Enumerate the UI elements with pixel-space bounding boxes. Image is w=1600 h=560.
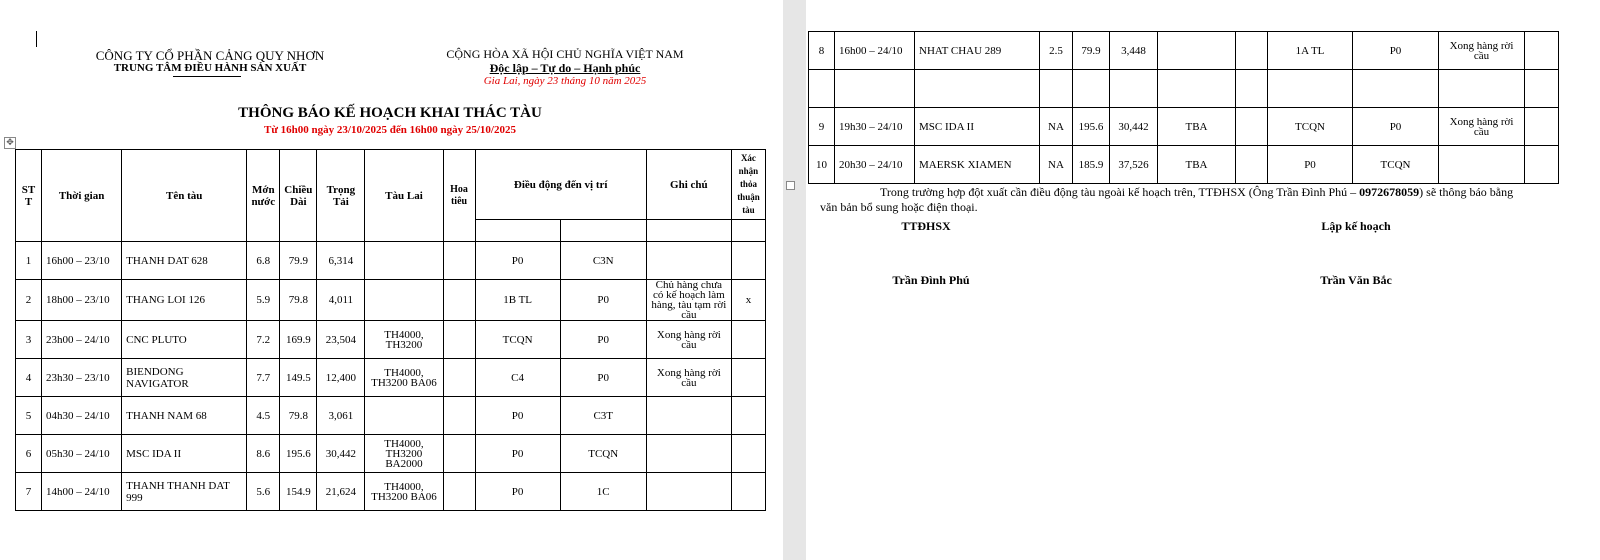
text-cursor	[36, 31, 37, 47]
cell-tug	[1158, 32, 1236, 70]
cell-note	[1439, 70, 1525, 108]
table-move-handle-icon[interactable]: ✥	[4, 137, 16, 149]
cell-ship: MAERSK XIAMEN	[915, 146, 1040, 184]
cell-draft	[1040, 70, 1073, 108]
cell-pilot	[443, 359, 475, 397]
cell-tug: TH4000, TH3200	[365, 321, 443, 359]
header-tonnage: Trọng Tải	[317, 150, 365, 242]
schedule-table-continued	[808, 31, 1559, 184]
cell-to: P0	[1353, 32, 1439, 70]
cell-tug	[365, 242, 443, 280]
cell-tug	[365, 397, 443, 435]
cell-pilot	[1236, 108, 1268, 146]
cell-note: Xong hàng rời cầu	[646, 359, 731, 397]
cell-from: 1A TL	[1268, 32, 1353, 70]
cell-note	[646, 435, 731, 473]
cell-confirm	[1525, 108, 1559, 146]
cell-tonnage: 4,011	[317, 280, 365, 321]
cell-time: 18h00 – 23/10	[42, 280, 122, 321]
cell-time	[835, 70, 915, 108]
cell-pilot	[443, 321, 475, 359]
subheader-to	[560, 220, 646, 242]
cell-pilot	[443, 280, 475, 321]
cell-pilot	[1236, 70, 1268, 108]
cell-note: Chủ hàng chưa có kế hoạch làm hàng, tàu tạm rời cầu	[646, 280, 731, 321]
table-row	[16, 321, 766, 359]
cell-ship: BIENDONG NAVIGATOR	[122, 359, 247, 397]
cell-ship	[915, 70, 1040, 108]
header-confirm: Xác nhận thỏa thuận tàu	[731, 150, 765, 220]
signer-left-name: Trần Đình Phú	[892, 273, 970, 287]
cell-length: 79.9	[1073, 32, 1110, 70]
cell-length: 195.6	[1073, 108, 1110, 146]
company-name: CÔNG TY CỔ PHẦN CẢNG QUY NHƠN	[95, 48, 325, 63]
cell-from: TCQN	[1268, 108, 1353, 146]
cell-length: 169.9	[280, 321, 317, 359]
cell-draft: 4.5	[247, 397, 280, 435]
cell-tug	[365, 280, 443, 321]
cell-from: P0	[475, 397, 560, 435]
cell-to: 1C	[560, 473, 646, 511]
cell-tonnage: 6,314	[317, 242, 365, 280]
cell-stt: 7	[16, 473, 42, 511]
cell-confirm	[731, 321, 765, 359]
cell-draft: 8.6	[247, 435, 280, 473]
cell-tonnage: 30,442	[1110, 108, 1158, 146]
cell-to: C3T	[560, 397, 646, 435]
cell-note: Xong hàng rời cầu	[646, 321, 731, 359]
cell-confirm	[1525, 32, 1559, 70]
cell-time: 23h30 – 23/10	[42, 359, 122, 397]
footer-note-line-2: văn bản bổ sung hoặc điện thoại.	[820, 200, 978, 214]
cell-confirm	[731, 242, 765, 280]
table-header-row	[16, 150, 766, 220]
subheader-note	[646, 220, 731, 242]
cell-stt: 1	[16, 242, 42, 280]
cell-ship: MSC IDA II	[122, 435, 247, 473]
cell-stt: 8	[809, 32, 835, 70]
cell-draft: 2.5	[1040, 32, 1073, 70]
signer-right-role: Lập kế hoạch	[1321, 219, 1391, 233]
motto: Độc lập – Tự do – Hạnh phúc	[489, 61, 641, 75]
header-ship: Tên tàu	[122, 150, 247, 242]
cell-ship: THANH THANH DAT 999	[122, 473, 247, 511]
cell-to: P0	[1353, 108, 1439, 146]
cell-time: 23h00 – 24/10	[42, 321, 122, 359]
cell-draft: NA	[1040, 108, 1073, 146]
cell-stt: 3	[16, 321, 42, 359]
cell-confirm	[731, 359, 765, 397]
cell-tonnage: 3,061	[317, 397, 365, 435]
cell-to: P0	[560, 359, 646, 397]
cell-ship: THANH DAT 628	[122, 242, 247, 280]
cell-from: P0	[475, 473, 560, 511]
cell-note	[646, 242, 731, 280]
cell-time: 16h00 – 23/10	[42, 242, 122, 280]
cell-tug: TBA	[1158, 146, 1236, 184]
cell-ship: CNC PLUTO	[122, 321, 247, 359]
cell-length: 154.9	[280, 473, 317, 511]
cell-ship: THANH NAM 68	[122, 397, 247, 435]
cell-note	[1439, 146, 1525, 184]
cell-pilot	[443, 435, 475, 473]
cell-tonnage: 21,624	[317, 473, 365, 511]
cell-ship: THANG LOI 126	[122, 280, 247, 321]
cell-confirm	[731, 473, 765, 511]
department-underline	[173, 76, 241, 77]
cell-draft: NA	[1040, 146, 1073, 184]
cell-stt: 6	[16, 435, 42, 473]
cell-from: P0	[1268, 146, 1353, 184]
header-time: Thời gian	[42, 150, 122, 242]
cell-length: 79.8	[280, 280, 317, 321]
signer-right-name: Trần Văn Bắc	[1320, 273, 1392, 287]
cell-draft: 7.2	[247, 321, 280, 359]
cell-confirm	[731, 435, 765, 473]
cell-draft: 5.9	[247, 280, 280, 321]
cell-stt: 2	[16, 280, 42, 321]
cell-pilot	[443, 397, 475, 435]
cell-to: P0	[560, 321, 646, 359]
place-date: Gia Lai, ngày 23 tháng 10 năm 2025	[483, 75, 647, 87]
cell-time: 14h00 – 24/10	[42, 473, 122, 511]
cell-stt: 4	[16, 359, 42, 397]
cell-note	[646, 473, 731, 511]
cell-stt: 5	[16, 397, 42, 435]
cell-confirm	[731, 397, 765, 435]
cell-from: TCQN	[475, 321, 560, 359]
cell-tonnage: 37,526	[1110, 146, 1158, 184]
table-row	[809, 32, 1559, 70]
contact-phone: 0972678059	[1359, 185, 1420, 199]
cell-tonnage: 3,448	[1110, 32, 1158, 70]
cell-confirm: x	[731, 280, 765, 321]
header-movement: Điều động đến vị trí	[475, 150, 646, 220]
nation-title: CỘNG HÒA XÃ HỘI CHỦ NGHĨA VIỆT NAM	[446, 47, 684, 61]
page-corner-marker	[786, 181, 795, 190]
cell-length: 79.9	[280, 242, 317, 280]
cell-pilot	[1236, 146, 1268, 184]
cell-tonnage: 23,504	[317, 321, 365, 359]
cell-tonnage: 30,442	[317, 435, 365, 473]
cell-to: C3N	[560, 242, 646, 280]
table-row	[16, 397, 766, 435]
cell-length: 149.5	[280, 359, 317, 397]
cell-tug: TBA	[1158, 108, 1236, 146]
cell-note: Xong hàng rời cầu	[1439, 32, 1525, 70]
document-page-1	[0, 0, 783, 560]
cell-pilot	[443, 242, 475, 280]
cell-tonnage: 12,400	[317, 359, 365, 397]
header-length: Chiều Dài	[280, 150, 317, 242]
footer-note-line-1: Trong trường hợp đột xuất cần điều động tàu ngoài kế hoạch trên, TTĐHSX (Ông Trần Đình Phú – 0972678059) sẽ thông báo bằng	[880, 185, 1514, 199]
cell-stt: 10	[809, 146, 835, 184]
header-draft: Mớn nước	[247, 150, 280, 242]
cell-note	[646, 397, 731, 435]
cell-draft: 6.8	[247, 242, 280, 280]
signer-left-role: TTĐHSX	[901, 219, 951, 233]
cell-confirm	[1525, 146, 1559, 184]
cell-time: 16h00 – 24/10	[835, 32, 915, 70]
cell-to: TCQN	[560, 435, 646, 473]
cell-confirm	[1525, 70, 1559, 108]
table-row	[16, 359, 766, 397]
cell-from: P0	[475, 242, 560, 280]
document-title: THÔNG BÁO KẾ HOẠCH KHAI THÁC TÀU	[238, 105, 542, 121]
subheader-from	[475, 220, 560, 242]
cell-pilot	[1236, 32, 1268, 70]
cell-length: 185.9	[1073, 146, 1110, 184]
cell-tonnage	[1110, 70, 1158, 108]
cell-draft: 5.6	[247, 473, 280, 511]
cell-time: 20h30 – 24/10	[835, 146, 915, 184]
cell-tug: TH4000, TH3200 BA06	[365, 473, 443, 511]
cell-ship: MSC IDA II	[915, 108, 1040, 146]
table-row	[16, 242, 766, 280]
table-row	[16, 280, 766, 321]
document-page-2	[806, 0, 1600, 560]
cell-to: TCQN	[1353, 146, 1439, 184]
cell-tug: TH4000, TH3200 BA2000	[365, 435, 443, 473]
schedule-table	[15, 149, 766, 511]
table-row	[16, 473, 766, 511]
document-subtitle: Từ 16h00 ngày 23/10/2025 đến 16h00 ngày 25/10/2025	[263, 124, 516, 136]
table-row	[809, 108, 1559, 146]
cell-tug: TH4000, TH3200 BA06	[365, 359, 443, 397]
header-note: Ghi chú	[646, 150, 731, 220]
cell-note: Xong hàng rời cầu	[1439, 108, 1525, 146]
cell-time: 19h30 – 24/10	[835, 108, 915, 146]
cell-length	[1073, 70, 1110, 108]
subheader-confirm	[731, 220, 765, 242]
cell-pilot	[443, 473, 475, 511]
cell-from	[1268, 70, 1353, 108]
cell-to	[1353, 70, 1439, 108]
cell-stt: 9	[809, 108, 835, 146]
cell-ship: NHAT CHAU 289	[915, 32, 1040, 70]
cell-draft: 7.7	[247, 359, 280, 397]
header-pilot: Hoa tiêu	[443, 150, 475, 242]
cell-stt	[809, 70, 835, 108]
cell-tug	[1158, 70, 1236, 108]
table-row	[16, 435, 766, 473]
department-name: TRUNG TÂM ĐIỀU HÀNH SẢN XUẤT	[60, 62, 360, 74]
cell-from: P0	[475, 435, 560, 473]
cell-to: P0	[560, 280, 646, 321]
cell-length: 79.8	[280, 397, 317, 435]
header-stt: ST T	[16, 150, 42, 242]
table-row-empty	[809, 70, 1559, 108]
cell-from: C4	[475, 359, 560, 397]
header-tug: Tàu Lai	[365, 150, 443, 242]
cell-time: 04h30 – 24/10	[42, 397, 122, 435]
cell-time: 05h30 – 24/10	[42, 435, 122, 473]
cell-length: 195.6	[280, 435, 317, 473]
table-row	[809, 146, 1559, 184]
cell-from: 1B TL	[475, 280, 560, 321]
